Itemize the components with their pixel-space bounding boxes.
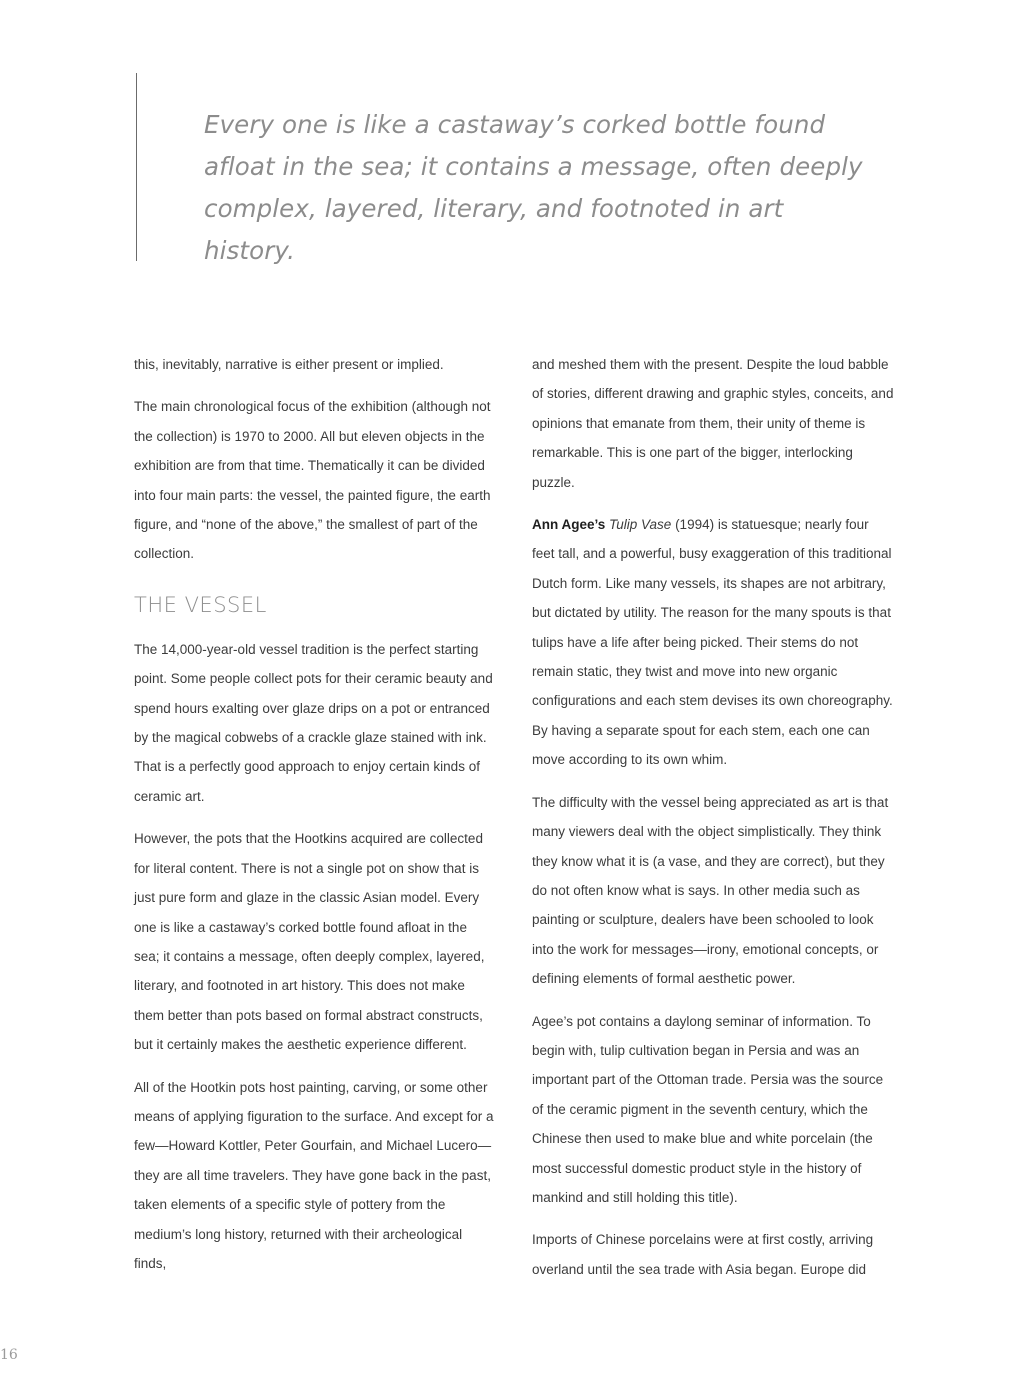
- section-heading-the-vessel: THE VESSEL: [134, 592, 267, 617]
- artwork-title: Tulip Vase: [609, 517, 672, 533]
- right-paragraph-5: Imports of Chinese porcelains were at first costly, arriving overland until the sea trade with Asia began. Europe did: [532, 1232, 874, 1277]
- right-paragraph-1: and meshed them with the present. Despite the loud babble of stories, different drawing and graphic styles, conceits, and opinions that emanate from them, their unity of theme is remarkable. This is one part of the bigger, interlocking puzzle.: [532, 357, 894, 490]
- pull-quote-rule: [136, 73, 137, 261]
- left-paragraph-2: The main chronological focus of the exhibition (although not the collection) is 1970 to 2000. All but eleven objects in the exhibition are from that time. Thematically it can be divided into four main parts: the vessel, the painted figure, the earth figure, and “none of the above,” the smallest of part of the collection.: [134, 399, 491, 562]
- left-paragraph-4: However, the pots that the Hootkins acquired are collected for literal content. There is not a single pot on show that is just pure form and glaze in the classic Asian model. Every one is like a castaway’s corked bottle found afloat in the sea; it contains a message, often deeply complex, layered, literary, and footnoted in art history. This does not make them better than pots based on formal abstract constructs, but it certainly makes the aesthetic experience different.: [134, 831, 485, 1053]
- artist-name: Ann Agee’s: [532, 517, 606, 533]
- left-paragraph-1: this, inevitably, narrative is either present or implied.: [134, 357, 444, 372]
- right-paragraph-3: The difficulty with the vessel being appreciated as art is that many viewers deal with the object simplistically. They think they know what it is (a vase, and they are correct), but they do not often know what is says. In other media such as painting or sculpture, dealers have been schooled to look into the work for messages—irony, emotional concepts, or defining elements of formal aesthetic power.: [532, 794, 889, 987]
- pull-quote: Every one is like a castaway’s corked bottle found afloat in the sea; it contains a message, often deeply complex, layered, literary, and footnoted in art history.: [204, 110, 863, 265]
- left-paragraph-5: All of the Hootkin pots host painting, carving, or some other means of applying figuration to the surface. And except for a few—Howard Kottler, Peter Gourfain, and Michael Lucero—they are all time travelers. They have gone back in the past, taken elements of a specific style of pottery from the medium’s long history, returned with their archeological finds,: [134, 1079, 494, 1271]
- right-paragraph-4: Agee’s pot contains a daylong seminar of information. To begin with, tulip cultivation began in Persia and was an important part of the Ottoman trade. Persia was the source of the ceramic pigment in the seventh century, which the Chinese then used to make blue and white porcelain (the most successful domestic product style in the history of mankind and still holding this title).: [532, 1013, 884, 1205]
- right-paragraph-2: [532, 510, 894, 775]
- right-paragraph-2-text: (1994) is statuesque; nearly four feet tall, and a powerful, busy exaggeration of this traditional Dutch form. Like many vessels, its shapes are not arbitrary, but dictated by utility. The reason for the many spouts is that tulips have a life after being picked. Their stems do not remain static, they twist and move into new organic configurations and each stem devises its own choreography. By having a separate spout for each stem, each one can move according to its own whim.: [532, 517, 893, 768]
- page-number: 16: [0, 1347, 18, 1363]
- left-paragraph-3: The 14,000-year-old vessel tradition is the perfect starting point. Some people collect pots for their ceramic beauty and spend hours exalting over glaze drips on a pot or entranced by the magical cobwebs of a crackle glaze stained with ink. That is a perfectly good approach to enjoy certain kinds of ceramic art.: [134, 641, 493, 804]
- right-column: [532, 350, 894, 1297]
- left-column: [134, 350, 494, 1291]
